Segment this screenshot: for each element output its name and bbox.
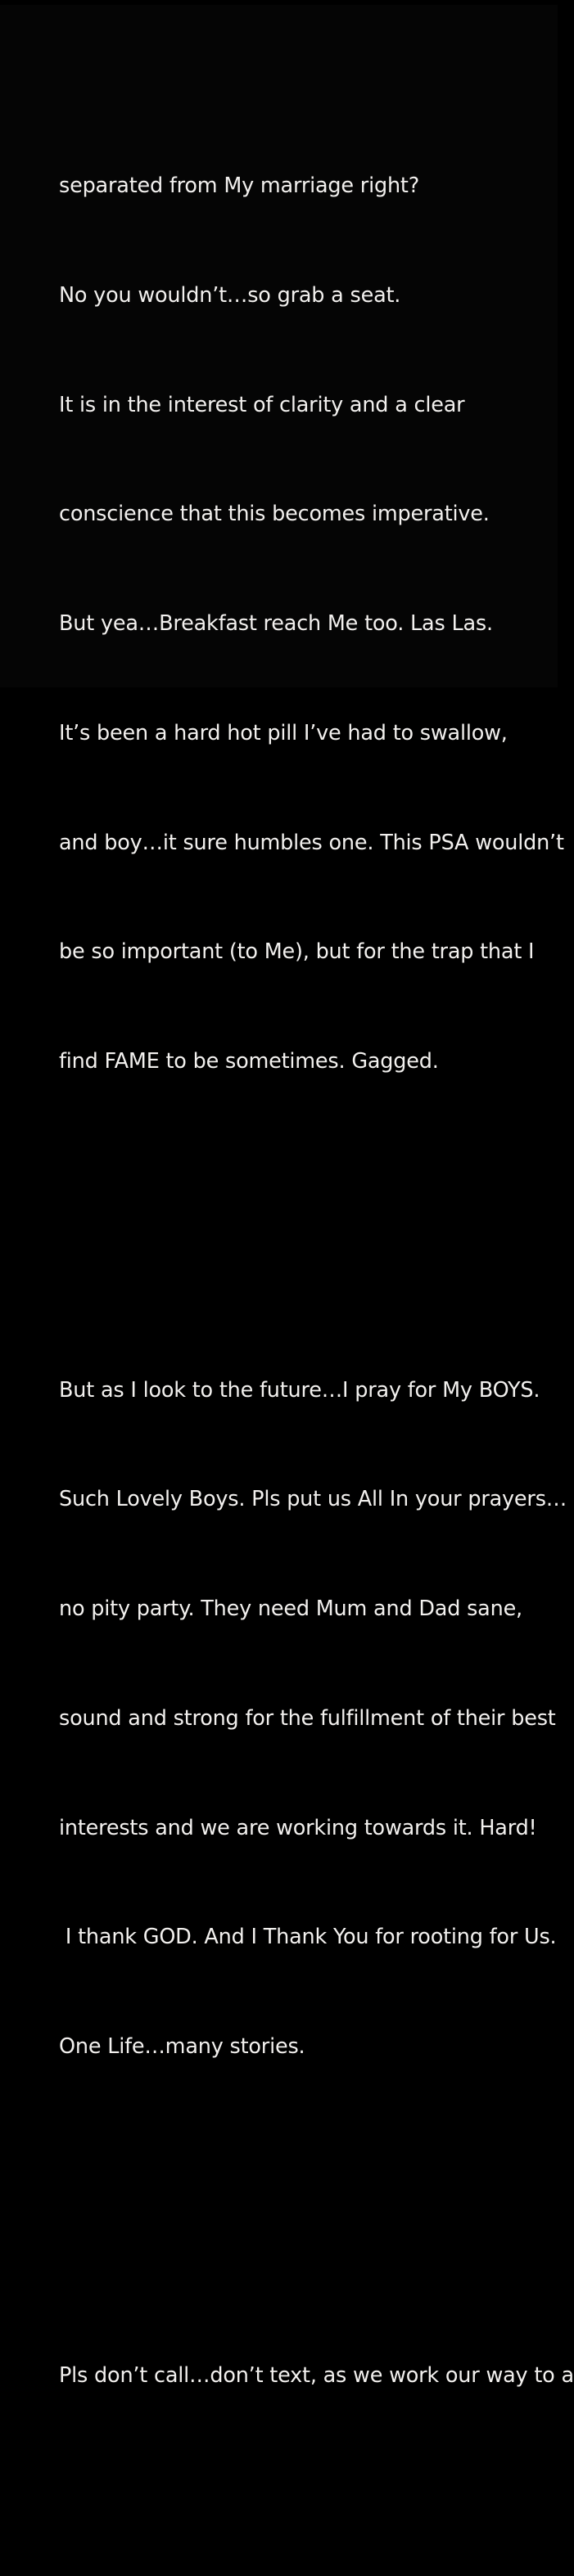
text-line: conscience that this becomes imperative. — [59, 502, 490, 527]
text-line: sound and strong for the fulfillment of their best — [59, 1705, 556, 1731]
text-line: It is in the interest of clarity and a clear — [59, 392, 465, 417]
text-line: interests and we are working towards it. Hard! — [59, 1815, 537, 1840]
paragraph-3 — [59, 2284, 574, 2466]
text-line: But as I look to the future…I pray for My BOYS. — [59, 1377, 540, 1403]
text-line: and boy…it sure humbles one. This PSA wouldn’t — [59, 830, 564, 855]
paragraph-1 — [59, 95, 564, 1153]
text-line: But yea…Breakfast reach Me too. Las Las. — [59, 611, 493, 637]
text-line: Such Lovely Boys. Pls put us All In your prayers… — [59, 1487, 567, 1512]
text-line: Pls don’t call…don’t text, as we work our way to a — [59, 2362, 574, 2388]
text-line: No you wouldn’t…so grab a seat. — [59, 282, 401, 308]
paragraph-2 — [59, 1299, 567, 2138]
text-line: be so important (to Me), but for the trap that I — [59, 939, 535, 965]
text-line: no pity party. They need Mum and Dad sane, — [59, 1596, 522, 1622]
text-line: find FAME to be sometimes. Gagged. — [59, 1049, 439, 1074]
story-body-text — [59, 0, 574, 2576]
text-line: separated from My marriage right? — [59, 173, 420, 198]
text-line: One Life…many stories. — [59, 2034, 305, 2060]
text-line: It’s been a hard hot pill I’ve had to swallow, — [59, 720, 508, 745]
text-line: I thank GOD. And I Thank You for rooting for Us. — [59, 1925, 557, 1950]
